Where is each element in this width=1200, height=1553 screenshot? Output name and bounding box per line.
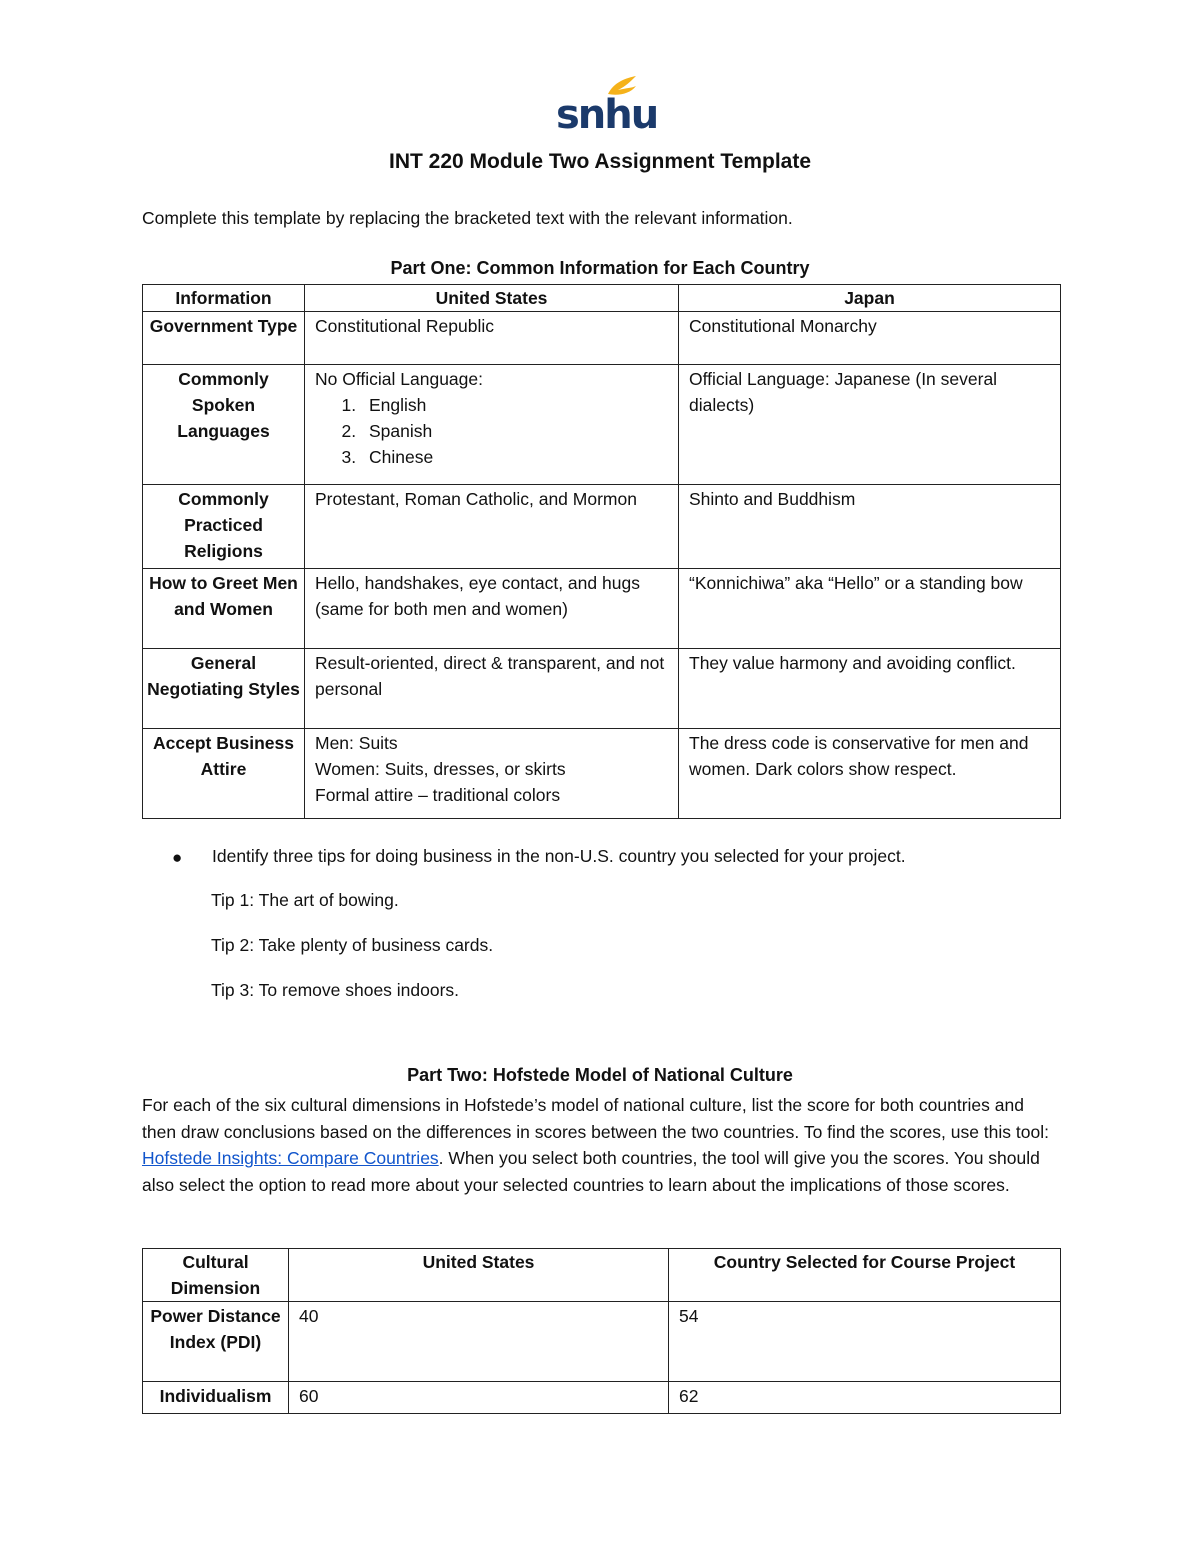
part-one-heading: Part One: Common Information for Each Country: [390, 258, 810, 278]
cell-us-attire: [305, 729, 679, 819]
table-row: [143, 649, 1061, 729]
cell-jp-religions: Shinto and Buddhism: [679, 485, 1061, 569]
attire-line: Formal attire – traditional colors: [315, 785, 561, 805]
table-row: [143, 365, 1061, 485]
row-label-individualism: Individualism: [143, 1382, 289, 1414]
cell-us-religions: Protestant, Roman Catholic, and Mormon: [305, 485, 679, 569]
header-information: Information: [143, 285, 305, 312]
list-item: 1. English: [361, 392, 668, 418]
languages-intro: No Official Language:: [315, 369, 483, 389]
bullet-icon: ●: [172, 848, 183, 867]
row-label-government-type: Government Type: [143, 312, 305, 365]
cell-jp-government: Constitutional Monarchy: [679, 312, 1061, 365]
part-two-heading: Part Two: Hofstede Model of National Culture: [407, 1065, 793, 1085]
cell-us-greetings: Hello, handshakes, eye contact, and hugs (same for both men and women): [305, 569, 679, 649]
languages-list: [315, 392, 668, 470]
header-selected-country: Country Selected for Course Project: [669, 1249, 1061, 1302]
cell-jp-negotiating: They value harmony and avoiding conflict.: [679, 649, 1061, 729]
cell-jp-greetings: “Konnichiwa” aka “Hello” or a standing bow: [679, 569, 1061, 649]
intro-text: Complete this template by replacing the bracketed text with the relevant information.: [142, 208, 793, 228]
tip-1: Tip 1: The art of bowing.: [211, 890, 399, 910]
tip-3: Tip 3: To remove shoes indoors.: [211, 980, 460, 1000]
common-info-table: [142, 284, 1061, 819]
row-label-negotiating: General Negotiating Styles: [143, 649, 305, 729]
table-row: [143, 569, 1061, 649]
hofstede-compare-link[interactable]: Hofstede Insights: Compare Countries: [142, 1148, 439, 1168]
tips-bullet: [172, 846, 906, 867]
cell-us-government: Constitutional Republic: [305, 312, 679, 365]
cell-us-negotiating: Result-oriented, direct & transparent, and not personal: [305, 649, 679, 729]
cell-us-individualism: 60: [289, 1382, 669, 1414]
snhu-logo-mark: [556, 76, 658, 138]
snhu-logo-text: snhu: [556, 92, 658, 138]
header-united-states: United States: [289, 1249, 669, 1302]
cell-other-pdi: 54: [669, 1302, 1061, 1382]
cell-jp-languages: Official Language: Japanese (In several dialects): [679, 365, 1061, 485]
table-header-row: [143, 285, 1061, 312]
part-two-paragraph: [142, 1092, 1062, 1198]
row-label-greetings: How to Greet Men and Women: [143, 569, 305, 649]
table-header-row: [143, 1249, 1061, 1302]
table-row: [143, 312, 1061, 365]
table-row: [143, 485, 1061, 569]
row-label-pdi: Power Distance Index (PDI): [143, 1302, 289, 1382]
row-label-languages: Commonly Spoken Languages: [143, 365, 305, 485]
tip-2: Tip 2: Take plenty of business cards.: [211, 935, 494, 955]
attire-line: Men: Suits: [315, 733, 398, 753]
paragraph-text-before: For each of the six cultural dimensions in Hofstede’s model of national culture, list the score for both countries and then draw conclusions based on the differences in scores between the two countries. To find the scores, use this tool:: [142, 1095, 1049, 1142]
row-label-attire: Accept Business Attire: [143, 729, 305, 819]
attire-line: Women: Suits, dresses, or skirts: [315, 759, 566, 779]
hofstede-table: [142, 1248, 1061, 1414]
paragraph-text-after: . When you select both countries, the tool will give you the scores. You should also select the option to read more about your selected countries to learn about the implications of those scores.: [142, 1148, 1040, 1195]
table-row: [143, 1302, 1061, 1382]
cell-other-individualism: 62: [669, 1382, 1061, 1414]
header-japan: Japan: [679, 285, 1061, 312]
list-item: 3. Chinese: [361, 444, 668, 470]
cell-us-pdi: 40: [289, 1302, 669, 1382]
document-title: INT 220 Module Two Assignment Template: [389, 150, 811, 173]
table-row: [143, 729, 1061, 819]
cell-jp-attire: The dress code is conservative for men and women. Dark colors show respect.: [679, 729, 1061, 819]
row-label-religions: Commonly Practiced Religions: [143, 485, 305, 569]
table-row: [143, 1382, 1061, 1414]
cell-us-languages: [305, 365, 679, 485]
list-item: 2. Spanish: [361, 418, 668, 444]
header-united-states: United States: [305, 285, 679, 312]
bullet-text: Identify three tips for doing business in the non-U.S. country you selected for your project.: [212, 846, 906, 866]
header-cultural-dimension: Cultural Dimension: [143, 1249, 289, 1302]
